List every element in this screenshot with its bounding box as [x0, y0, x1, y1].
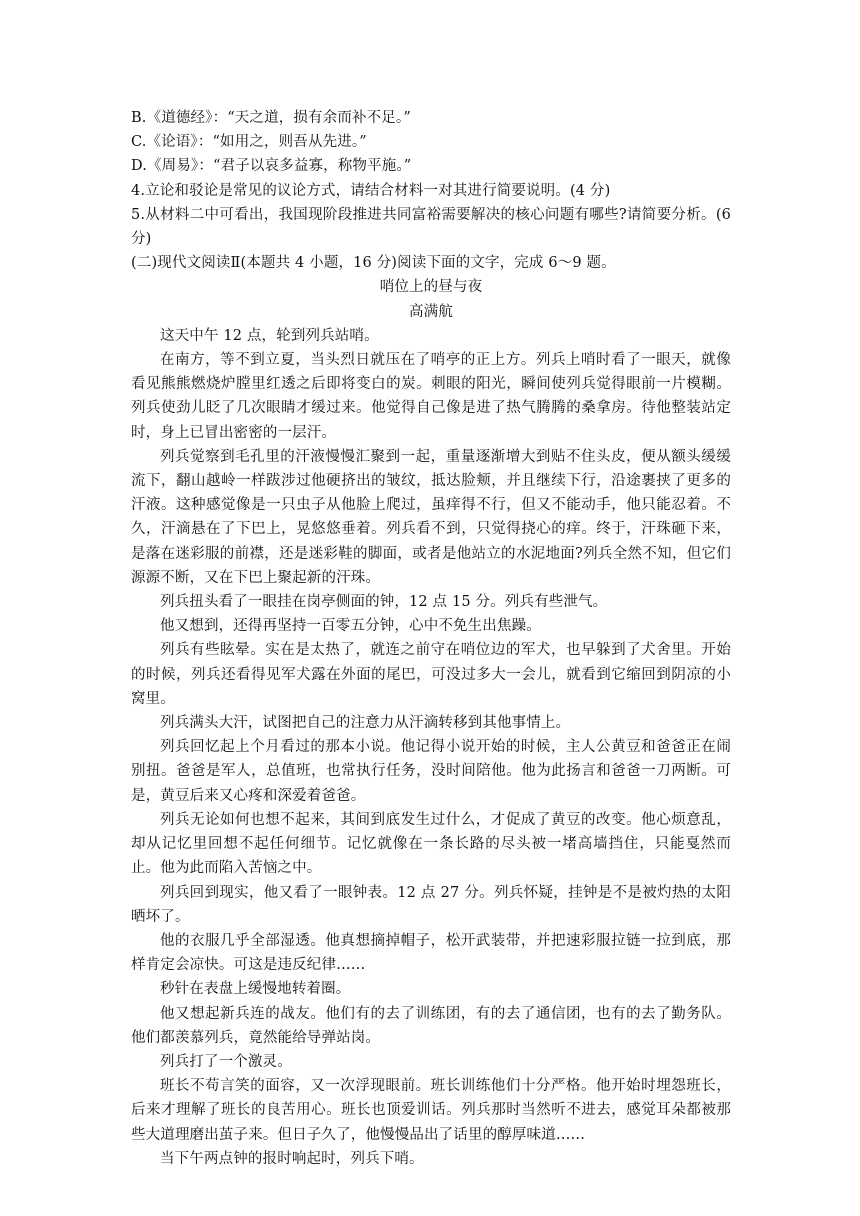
option-b: B.《道德经》：“天之道，损有余而补不足。”	[131, 110, 411, 126]
story-paragraph: 当下午两点钟的报时响起时，列兵下哨。	[160, 1150, 424, 1167]
option-d: D.《周易》：“君子以哀多益寡，称物平施。”	[131, 158, 412, 175]
story-paragraph: 秒针在表盘上缓慢地转着圈。	[160, 981, 351, 998]
story-paragraph: 列兵打了一个激灵。	[160, 1053, 292, 1070]
story-paragraph: 他又想起新兵连的战友。他们有的去了训练团，有的去了通信团，也有的去了勤务队。他们都羡慕列兵，竟然能给导弹站岗。	[131, 1005, 731, 1046]
story-paragraph: 列兵觉察到毛孔里的汗液慢慢汇聚到一起，重量逐渐增大到贴不住头皮，便从额头缓缓流下，翻山越岭一样跋涉过他硬挤出的皱纹，抵达脸颊，并且继续下行，沿途裹挟了更多的汗液。这种感觉像是一只虫子从他脸上爬过，虽痒得不行，但又不能动手，他只能忍着。不久，汗滴悬在了下巴上，晃悠悠垂着。列兵看不到，只觉得挠心的痒。终于，汗珠砸下来，是落在迷彩服的前襟，还是迷彩鞋的脚面，或者是他站立的水泥地面?列兵全然不知，但它们源源不断，又在下巴上聚起新的汗珠。	[131, 448, 731, 586]
story-paragraph: 列兵扭头看了一眼挂在岗亭侧面的钟，12 点 15 分。列兵有些泄气。	[160, 594, 608, 611]
story-paragraph: 列兵回忆起上个月看过的那本小说。他记得小说开始的时候，主人公黄豆和爸爸正在闹别扭。爸爸是军人，总值班，也常执行任务，没时间陪他。他为此扬言和爸爸一刀两断。可是，黄豆后来又心疼和深爱着爸爸。	[131, 739, 731, 804]
question-5: 5.从材料二中可看出，我国现阶段推进共同富裕需要解决的核心问题有哪些?请简要分析。(6分)	[131, 206, 731, 248]
story-paragraph: 他又想到，还得再坚持一百零五分钟，心中不免生出焦躁。	[160, 618, 541, 635]
story-paragraph: 班长不苟言笑的面容，又一次浮现眼前。班长训练他们十分严格。他开始时埋怨班长，后来才理解了班长的良苦用心。班长也顶爱训话。列兵那时当然听不进去，感觉耳朵都被那些大道理磨出茧子来。但日子久了，他慢慢品出了话里的醇厚味道……	[131, 1078, 731, 1143]
story-paragraph: 列兵回到现实，他又看了一眼钟表。12 点 27 分。列兵怀疑，挂钟是不是被灼热的太阳晒坏了。	[131, 884, 731, 925]
section-header: (二)现代文阅读Ⅱ(本题共 4 小题，16 分)阅读下面的文字，完成 6～9 题。	[131, 255, 616, 272]
story-paragraph: 这天中午 12 点，轮到列兵站哨。	[160, 327, 379, 344]
question-4: 4.立论和驳论是常见的议论方式，请结合材料一对其进行简要说明。(4 分)	[131, 182, 611, 199]
story-paragraph: 列兵无论如何也想不起来，其间到底发生过什么，才促成了黄豆的改变。他心烦意乱，却从记忆里回想不起任何细节。记忆就像在一条长路的尽头被一堵高墙挡住，只能戛然而止。他为此而陷入苦恼之中。	[131, 811, 731, 877]
story-paragraph: 列兵有些眩晕。实在是太热了，就连之前守在哨位边的军犬，也早躲到了犬舍里。开始的时候，列兵还看得见军犬露在外面的尾巴，可没过多大一会儿，就看到它缩回到阴凉的小窝里。	[131, 642, 731, 707]
story-author: 高满航	[409, 303, 453, 320]
story-paragraph: 列兵满头大汗，试图把自己的注意力从汗滴转移到其他事情上。	[160, 715, 571, 732]
document-page	[131, 106, 731, 1171]
story-title: 哨位上的昼与夜	[379, 279, 483, 296]
option-c: C.《论语》：“如用之，则吾从先进。”	[131, 134, 367, 151]
story-paragraph: 在南方，等不到立夏，当头烈日就压在了哨亭的正上方。列兵上哨时看了一眼天，就像看见熊熊燃烧炉膛里红透之后即将变白的炭。刺眼的阳光，瞬间使列兵觉得眼前一片模糊。列兵使劲儿眨了几次眼睛才缓过来。他觉得自己像是进了热气腾腾的桑拿房。待他整装站定时，身上已冒出密密的一层汗。	[131, 352, 731, 441]
story-paragraph: 他的衣服几乎全部湿透。他真想摘掉帽子，松开武装带，并把速彩服拉链一拉到底，那样肯定会凉快。可这是违反纪律……	[131, 932, 731, 974]
